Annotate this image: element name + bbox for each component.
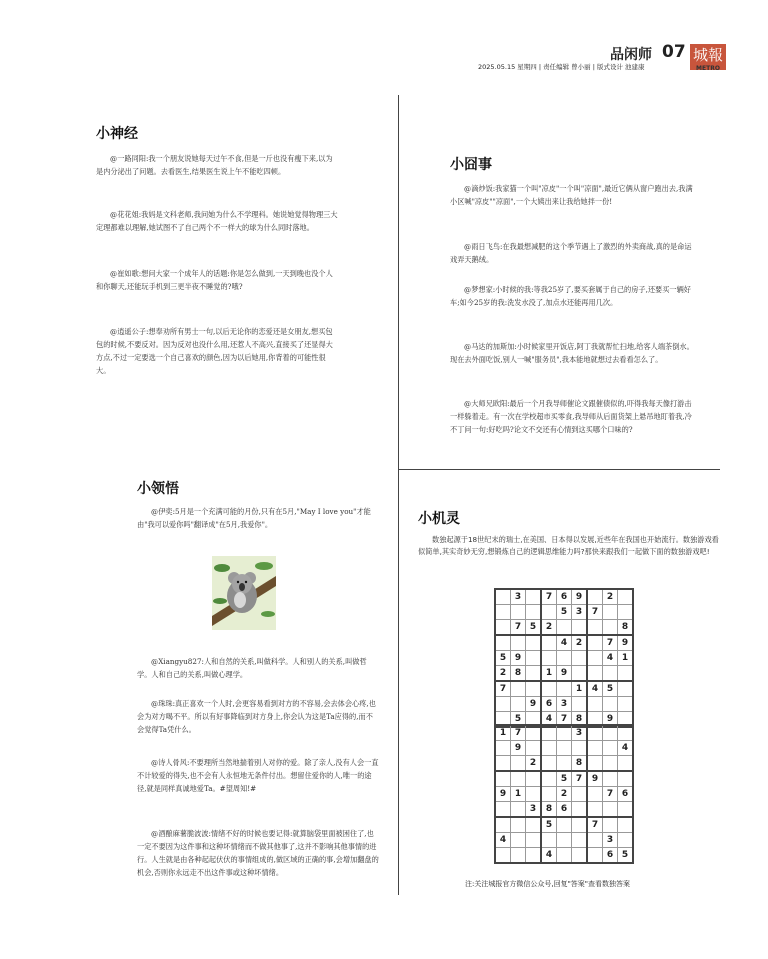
sudoku-cell: 3 (603, 833, 618, 848)
sudoku-cell: 9 (511, 651, 526, 666)
sudoku-cell (618, 817, 634, 833)
sudoku-cell (618, 681, 634, 697)
sudoku-cell: 4 (541, 712, 557, 728)
sudoku-cell (603, 666, 618, 682)
sudoku-cell (557, 833, 572, 848)
sudoku-cell (557, 651, 572, 666)
post: @梦想家:小时候的我:等我25岁了,要买套属于自己的房子,还要买一辆好车;如今25岁的我:洗发水没了,加点水还能再用几次。 (450, 285, 691, 307)
sudoku-cell (557, 817, 572, 833)
sudoku-cell (603, 817, 618, 833)
sudoku-cell (603, 605, 618, 620)
sudoku-cell (526, 833, 542, 848)
sudoku-cell (587, 666, 603, 682)
sudoku-row (495, 635, 633, 651)
sudoku-row (495, 833, 633, 848)
sudoku-cell (511, 833, 526, 848)
sudoku-cell (572, 620, 588, 636)
sudoku-cell (541, 741, 557, 756)
sudoku-cell: 8 (541, 802, 557, 818)
sudoku-cell: 9 (587, 771, 603, 787)
sudoku-cell: 9 (557, 666, 572, 682)
sudoku-cell (511, 605, 526, 620)
sudoku-cell (495, 741, 511, 756)
sudoku-cell (526, 725, 542, 741)
sudoku-cell (603, 620, 618, 636)
sudoku-cell: 1 (541, 666, 557, 682)
sudoku-cell (541, 725, 557, 741)
sudoku-cell (495, 605, 511, 620)
sudoku-cell: 3 (526, 802, 542, 818)
sudoku-cell (526, 635, 542, 651)
heading-xiaojiongshi: 小囧事 (450, 157, 492, 173)
sudoku-cell (587, 802, 603, 818)
sudoku-cell: 7 (603, 787, 618, 802)
sudoku-cell (526, 605, 542, 620)
sudoku-cell: 3 (572, 725, 588, 741)
sudoku-cell (572, 787, 588, 802)
sudoku-row (495, 817, 633, 833)
sudoku-cell (495, 771, 511, 787)
sudoku-cell (495, 589, 511, 605)
sudoku-cell: 5 (557, 771, 572, 787)
sudoku-cell: 3 (511, 589, 526, 605)
section-divider (398, 469, 720, 470)
sudoku-cell (511, 802, 526, 818)
sudoku-cell (526, 681, 542, 697)
post: @花花姐:我妈是文科老师,我问她为什么不学理科。她说她觉得物理三大定理都难以理解,她试图不了自己两个不一样大的球为什么同时落地。 (96, 210, 338, 232)
sudoku-cell: 4 (587, 681, 603, 697)
sudoku-cell (526, 771, 542, 787)
sudoku-cell (495, 697, 511, 712)
sudoku-cell (572, 666, 588, 682)
sudoku-cell (557, 620, 572, 636)
sudoku-cell: 8 (572, 712, 588, 728)
logo-subtitle: METRO (696, 65, 720, 72)
sudoku-cell (511, 681, 526, 697)
sudoku-cell: 1 (495, 725, 511, 741)
sudoku-row (495, 741, 633, 756)
sudoku-cell: 7 (495, 681, 511, 697)
sudoku-cell: 2 (557, 787, 572, 802)
answer-note: 注:关注城报官方微信公众号,回复"答案"查看数独答案 (465, 880, 631, 888)
sudoku-cell (587, 725, 603, 741)
sudoku-cell (587, 787, 603, 802)
sudoku-cell (587, 620, 603, 636)
post: @马达的加斯加:小时候家里开饭店,阿丁我就帮忙扫地,给客人端茶倒水。现在去外面吃饭,别人一喊"服务员",我本能地就想过去看看怎么了。 (450, 342, 694, 364)
section-title: 品闲师 (610, 47, 652, 63)
sudoku-cell (557, 756, 572, 772)
sudoku-cell: 8 (511, 666, 526, 682)
sudoku-row (495, 666, 633, 682)
sudoku-cell (511, 848, 526, 864)
sudoku-cell: 9 (495, 787, 511, 802)
sudoku-cell (572, 848, 588, 864)
sudoku-cell (541, 771, 557, 787)
sudoku-cell: 5 (618, 848, 634, 864)
sudoku-cell (618, 833, 634, 848)
sudoku-cell (603, 741, 618, 756)
sudoku-cell: 9 (572, 589, 588, 605)
sudoku-cell (618, 605, 634, 620)
sudoku-cell: 7 (572, 771, 588, 787)
sudoku-cell (511, 756, 526, 772)
sudoku-cell: 4 (557, 635, 572, 651)
sudoku-cell: 9 (511, 741, 526, 756)
issue-meta: 2025.05.15 星期四 | 责任编辑 曾小丽 | 版式设计 池建康 (478, 63, 645, 71)
sudoku-cell: 5 (511, 712, 526, 728)
sudoku-row (495, 697, 633, 712)
sudoku-cell (557, 681, 572, 697)
sudoku-cell: 6 (603, 848, 618, 864)
sudoku-cell: 8 (618, 620, 634, 636)
post: @雨日飞鸟:在我最想减肥的这个季节遇上了激烈的外卖商战,真的是命运戏弄天鹅绒。 (450, 242, 692, 264)
koala-illustration (212, 556, 276, 630)
sudoku-cell (557, 725, 572, 741)
sudoku-cell (587, 651, 603, 666)
sudoku-cell (511, 635, 526, 651)
sudoku-cell (618, 589, 634, 605)
sudoku-row (495, 620, 633, 636)
post: @伊奕:5月是一个充满可能的月份,只有在5月,"May I love you"才能由"我可以爱你吗"翻译成"在5月,我爱你"。 (137, 507, 371, 529)
sudoku-cell: 2 (526, 756, 542, 772)
sudoku-cell (603, 802, 618, 818)
sudoku-cell (541, 787, 557, 802)
post: @逍遥公子:想奉劝所有男士一句,以后无论你的恋爱还是女朋友,想买包包的时候,不要反对。因为反对也没什么用,还惹人不高兴,直接买了还显得大方点,不过一定要选一个自己喜欢的颜色,因为以后她用,你背着的可能性很大。 (96, 327, 333, 375)
sudoku-cell: 7 (557, 712, 572, 728)
sudoku-cell (572, 817, 588, 833)
sudoku-cell: 1 (511, 787, 526, 802)
sudoku-cell (526, 666, 542, 682)
heading-xiaolingwu: 小领悟 (137, 481, 179, 497)
post: @滴炒饭:我家猫一个叫"凉皮"一个叫"凉面",最近它俩从窗户跑出去,我满小区喊"凉皮""凉面",一个大姨出来让我给她拌一份! (450, 184, 693, 206)
sudoku-cell (511, 771, 526, 787)
sudoku-cell: 7 (511, 725, 526, 741)
sudoku-cell (541, 756, 557, 772)
sudoku-cell: 8 (572, 756, 588, 772)
sudoku-cell: 7 (587, 605, 603, 620)
sudoku-cell: 5 (526, 620, 542, 636)
sudoku-row (495, 802, 633, 818)
sudoku-cell (541, 651, 557, 666)
sudoku-cell: 5 (495, 651, 511, 666)
sudoku-cell (572, 651, 588, 666)
sudoku-row (495, 605, 633, 620)
post: @大师兄欧阳:最后一个月我导师催论文跟催债似的,吓得我每天像打游击一样躲着走。有一次在学校超市买零食,我导师从后面货架上悬吊地盯着我,冷不丁问一句:好吃吗?论文不交还有心情到这买哪个口味的? (450, 399, 692, 434)
sudoku-cell (603, 725, 618, 741)
sudoku-cell (572, 802, 588, 818)
sudoku-cell (587, 635, 603, 651)
sudoku-cell (557, 848, 572, 864)
sudoku-cell (526, 817, 542, 833)
sudoku-cell (587, 756, 603, 772)
sudoku-cell (572, 833, 588, 848)
sudoku-cell (618, 725, 634, 741)
sudoku-cell (526, 787, 542, 802)
sudoku-cell: 9 (618, 635, 634, 651)
sudoku-row (495, 681, 633, 697)
sudoku-cell (572, 741, 588, 756)
sudoku-row (495, 589, 633, 605)
sudoku-cell (587, 833, 603, 848)
sudoku-row (495, 756, 633, 772)
sudoku-cell: 7 (603, 635, 618, 651)
sudoku-cell: 6 (557, 802, 572, 818)
post: @珠珠:真正喜欢一个人时,会更容易看到对方的不容易,会去体会心疼,也会为对方喝不平。所以有好事降临到对方身上,你会认为这是Ta应得的,而不会觉得Ta凭什么。 (137, 699, 376, 734)
sudoku-cell (603, 697, 618, 712)
sudoku-cell: 4 (603, 651, 618, 666)
sudoku-cell: 5 (603, 681, 618, 697)
sudoku-cell: 9 (526, 697, 542, 712)
sudoku-cell: 6 (618, 787, 634, 802)
post: @Xiangyu827:人和自然的关系,叫做科学。人和别人的关系,叫做哲学。人和自己的关系,叫做心理学。 (137, 657, 367, 679)
sudoku-cell (618, 697, 634, 712)
sudoku-cell (587, 589, 603, 605)
sudoku-cell: 2 (572, 635, 588, 651)
sudoku-cell (603, 771, 618, 787)
post: @一路同阳:我一个朋友说她每天过午不食,但是一斤也没有瘦下来,以为是内分泌出了问题。去看医生,结果医生说上午不能吃四顿。 (96, 154, 333, 176)
sudoku-cell (495, 635, 511, 651)
sudoku-cell: 6 (557, 589, 572, 605)
sudoku-grid-2 (494, 724, 634, 864)
sudoku-cell (557, 741, 572, 756)
sudoku-cell: 3 (557, 697, 572, 712)
sudoku-cell: 1 (572, 681, 588, 697)
sudoku-row (495, 848, 633, 864)
sudoku-cell: 7 (587, 817, 603, 833)
sudoku-cell: 1 (618, 651, 634, 666)
sudoku-row (495, 787, 633, 802)
sudoku-cell (511, 817, 526, 833)
sudoku-cell: 2 (603, 589, 618, 605)
sudoku-cell (587, 741, 603, 756)
sudoku-cell (603, 756, 618, 772)
post: @酒酿麻薯脆波波:情绪不好的时候也要记得:就算脑袋里面被困住了,也一定不要因为这件事和这种坏情绪而不做其他事了,这并不影响其他事情的进行。人生就是由各种起起伏伏的事情组成的,做区域的正确的事,会增加翻盘的机会,否则你永远走不出这件事或这种坏情绪。 (137, 829, 379, 877)
sudoku-cell (495, 802, 511, 818)
sudoku-grid-1 (494, 588, 634, 728)
sudoku-cell (526, 651, 542, 666)
sudoku-cell (618, 666, 634, 682)
sudoku-cell: 4 (495, 833, 511, 848)
post: @诗人骨风:不要理所当然地揣着别人对你的爱。除了亲人,没有人会一直不计较爱的得失,也不会有人永恒地无条件付出。想留住爱你的人,唯一的途径,就是同样真诚地爱Ta。#望周知!# (137, 758, 379, 793)
post: @崔如歌:想问大家一个成年人的话题:你是怎么做到,一天到晚也没个人和你聊天,还能玩手机到三更半夜不睡觉的?哦? (96, 269, 333, 291)
newspaper-logo: 城報 (690, 44, 726, 70)
sudoku-cell: 9 (603, 712, 618, 728)
sudoku-cell (587, 848, 603, 864)
sudoku-cell (526, 741, 542, 756)
sudoku-cell (541, 681, 557, 697)
sudoku-cell: 7 (511, 620, 526, 636)
sudoku-cell: 5 (541, 817, 557, 833)
sudoku-cell (618, 802, 634, 818)
sudoku-cell (526, 848, 542, 864)
sudoku-cell: 4 (618, 741, 634, 756)
sudoku-cell: 2 (495, 666, 511, 682)
heading-xiaojiling: 小机灵 (418, 511, 460, 527)
sudoku-cell (541, 833, 557, 848)
sudoku-cell: 2 (541, 620, 557, 636)
sudoku-cell: 7 (541, 589, 557, 605)
sudoku-cell (526, 589, 542, 605)
sudoku-cell (541, 605, 557, 620)
heading-xiaoshenjing: 小神经 (96, 126, 138, 142)
sudoku-cell (495, 848, 511, 864)
sudoku-cell: 6 (541, 697, 557, 712)
sudoku-cell (587, 697, 603, 712)
page-number: 07 (662, 42, 686, 62)
sudoku-cell (618, 771, 634, 787)
column-divider (398, 95, 399, 895)
sudoku-row (495, 651, 633, 666)
sudoku-cell (511, 697, 526, 712)
sudoku-cell (618, 756, 634, 772)
sudoku-cell (495, 817, 511, 833)
sudoku-cell (495, 620, 511, 636)
sudoku-cell (572, 697, 588, 712)
sudoku-row (495, 771, 633, 787)
sudoku-cell: 4 (541, 848, 557, 864)
sudoku-cell (541, 635, 557, 651)
sudoku-cell (495, 756, 511, 772)
sudoku-intro: 数独起源于18世纪末的瑞士,在美国、日本得以发展,近些年在我国也开始流行。数独游戏看似简单,其实奇妙无穷,想锻炼自己的逻辑思维能力吗?那快来跟我们一起做下面的数独游戏吧! (418, 535, 719, 556)
sudoku-cell: 5 (557, 605, 572, 620)
sudoku-row (495, 725, 633, 741)
sudoku-cell: 3 (572, 605, 588, 620)
